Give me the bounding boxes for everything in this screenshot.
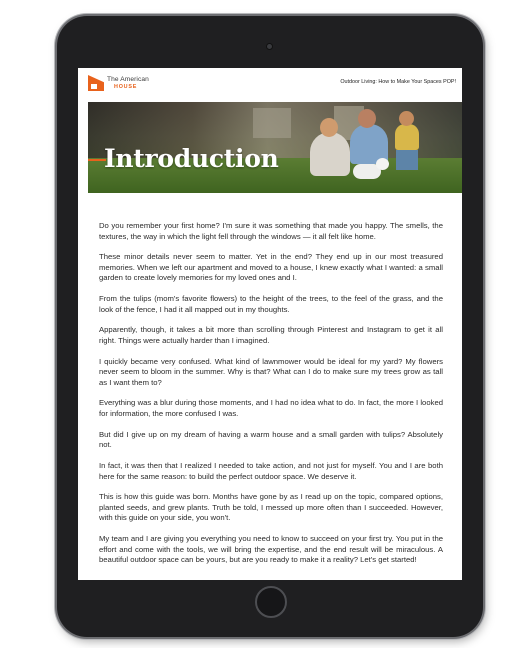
paragraph: In fact, it was then that I realized I needed to take action, and not just for myself. You and I are both here for the same reason: to build the perfect outdoor space. We deserve it. — [99, 461, 443, 481]
hero-photo-person — [310, 132, 350, 176]
guide-title: Outdoor Living: How to Make Your Spaces POP! — [340, 79, 456, 85]
document-page[interactable] — [78, 68, 462, 580]
paragraph: From the tulips (mom's favorite flowers) to the height of the trees, to the feel of the grass, and the look of the fence, I had it all mapped out in my thoughts. — [99, 294, 443, 314]
paragraph: I quickly became very confused. What kind of lawnmower would be ideal for my yard? My flowers never seem to bloom in the summer. Why is that? What can I do to make sure my trees grow as tall as I want them to? — [99, 356, 443, 387]
brand-logo — [88, 75, 148, 93]
body-text — [99, 221, 443, 576]
hero-banner — [88, 102, 462, 193]
paragraph: These minor details never seem to matter. Yet in the end? They end up in our most treasured memories. When we left our apartment and moved to a house, I knew exactly what I wanted: a small garden to create lovely memories for my loved ones and I. — [99, 252, 443, 283]
document-header — [78, 68, 462, 104]
front-camera — [266, 43, 273, 50]
paragraph: Everything was a blur during those moments, and I had no idea what to do. In fact, the more I looked for information, the more confused I was. — [99, 398, 443, 418]
home-button[interactable] — [255, 586, 287, 618]
paragraph: Do you remember your first home? I'm sure it was something that made you happy. The smells, the textures, the way in which the light fell through the windows — it all felt like home. — [99, 221, 443, 241]
hero-photo-window — [253, 108, 291, 138]
hero-photo-person-head — [358, 109, 376, 128]
paragraph: This is how this guide was born. Months have gone by as I read up on the topic, compared options, planted seeds, and grew plants. Truth be told, I messed up more often than I succeeded. However, with this guide on your side, you won't. — [99, 492, 443, 523]
hero-photo-child — [395, 124, 419, 150]
section-title: Introduction — [104, 144, 279, 173]
paragraph: But did I give up on my dream of having a warm house and a small garden with tulips? Absolutely not. — [99, 429, 443, 450]
paragraph: My team and I are giving you everything you need to know to succeed on your first try. You put in the effort and come with the tools, we will bring the expertise, and the end result will be miraculous. A beautiful outdoor space can be yours, but are you ready to make it a reality? Let's get started! — [99, 534, 443, 565]
brand-name-line1: The American — [107, 76, 149, 83]
house-icon — [91, 84, 97, 89]
hero-photo-child-head — [399, 111, 414, 126]
hero-photo-person-head — [320, 118, 338, 137]
brand-name-line2: HOUSE — [114, 84, 138, 90]
paragraph: Apparently, though, it takes a bit more than scrolling through Pinterest and Instagram to get it all right. Things were actually harder than I imagined. — [99, 325, 443, 345]
hero-photo-dog-head — [376, 158, 389, 170]
tablet-frame — [57, 16, 483, 637]
hero-photo-child-legs — [396, 150, 418, 170]
